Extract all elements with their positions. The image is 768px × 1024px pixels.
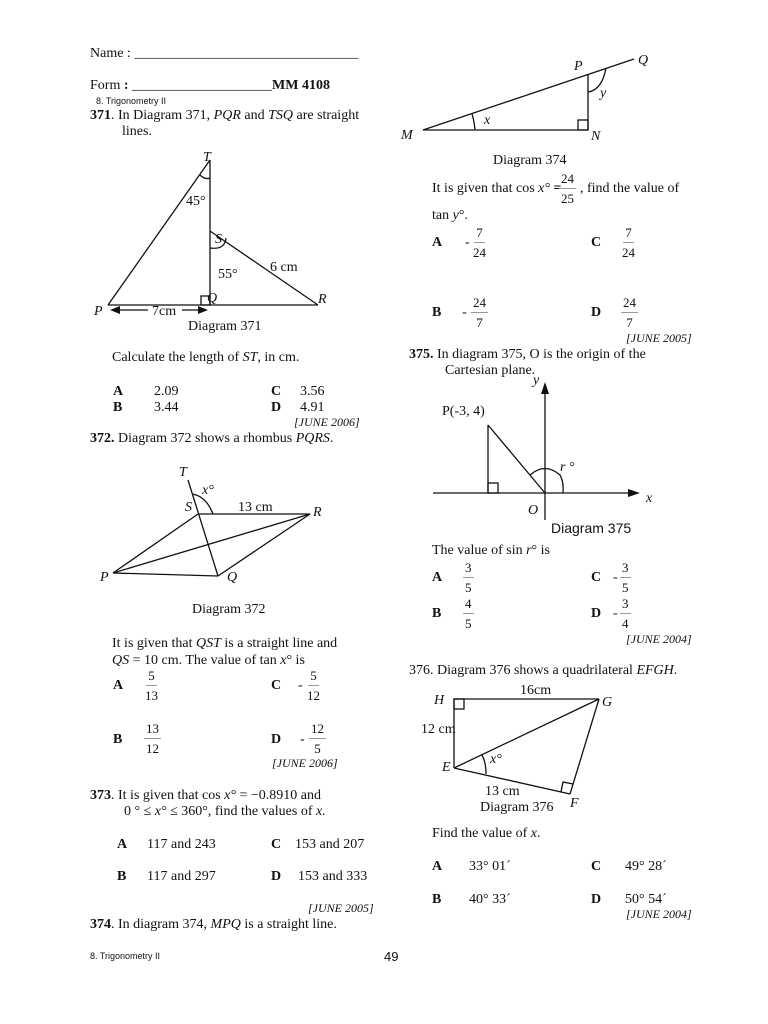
option-fraction: $\frac{5}{13}$ — [145, 668, 158, 703]
angle-x: x° — [490, 752, 502, 767]
q373-stem: 373. It is given that cos x° = −0.8910 and — [90, 788, 321, 803]
option-letter[interactable]: D — [271, 869, 282, 884]
caption-376: Diagram 376 — [480, 800, 554, 815]
option-sign: - — [613, 570, 618, 585]
length-16cm: 16cm — [520, 683, 552, 698]
option-letter[interactable]: A — [432, 570, 443, 585]
q373-stem-line2: 0 ° ≤ x° ≤ 360°, find the values of x. — [124, 804, 326, 819]
angle-45: 45° — [186, 194, 206, 209]
option-sign: - — [613, 606, 618, 621]
q371-question: Calculate the length of ST, in cm. — [112, 350, 300, 365]
option-letter[interactable]: C — [271, 837, 282, 852]
option-letter[interactable]: B — [432, 892, 442, 907]
q376-source: [JUNE 2004] — [626, 907, 692, 921]
option-fraction: $\frac{3}{4}$ — [622, 596, 629, 631]
form-field-label: Form : ____________________MM 4108 — [90, 78, 330, 93]
option-letter[interactable]: A — [113, 384, 124, 399]
q373-source: [JUNE 2005] — [308, 901, 374, 915]
given-fraction: $\frac{24}{25}$ — [561, 171, 574, 206]
option-letter[interactable]: B — [432, 606, 442, 621]
caption-374: Diagram 374 — [493, 153, 567, 168]
option-letter[interactable]: A — [432, 235, 443, 250]
caption-371: Diagram 371 — [188, 319, 262, 334]
option-letter[interactable]: D — [591, 892, 602, 907]
length-6cm: 6 cm — [270, 260, 298, 275]
q371-stem-line2: lines. — [122, 124, 152, 139]
option-letter[interactable]: C — [591, 235, 602, 250]
angle-x: x° — [202, 483, 214, 498]
option-value: 4.91 — [300, 400, 325, 415]
option-fraction: $\frac{7}{24}$ — [473, 225, 486, 260]
vertex-M: M — [401, 128, 413, 143]
option-fraction: $\frac{4}{5}$ — [465, 596, 472, 631]
q375-statement: The value of sin r° is — [432, 543, 550, 558]
option-letter[interactable]: B — [113, 732, 123, 747]
angle-r: r ° — [560, 460, 575, 475]
caption-375: Diagram 375 — [551, 520, 632, 536]
q372-statement-1: It is given that QST is a straight line and — [112, 636, 338, 651]
vertex-R: R — [313, 505, 322, 520]
option-sign: - — [465, 235, 470, 250]
length-7cm: 7cm — [152, 304, 177, 319]
q375-stem: 375. In diagram 375, O is the origin of the — [409, 347, 646, 362]
angle-y: y — [600, 86, 607, 101]
option-value: 2.09 — [154, 384, 179, 399]
vertex-E: E — [442, 760, 451, 775]
vertex-S: S — [185, 500, 192, 515]
vertex-H: H — [434, 693, 445, 708]
q374-stem: 374. In diagram 374, MPQ is a straight line. — [90, 917, 337, 932]
vertex-P: P — [100, 570, 109, 585]
option-letter[interactable]: B — [117, 869, 127, 884]
length-13cm: 13 cm — [485, 784, 520, 799]
vertex-R: R — [318, 292, 327, 307]
point-P: P(-3, 4) — [442, 404, 485, 419]
vertex-T: T — [203, 150, 211, 165]
option-value: 153 and 333 — [298, 869, 368, 884]
option-fraction: $\frac{13}{12}$ — [146, 721, 159, 756]
chapter-header: 8. Trigonometry II — [96, 96, 167, 106]
vertex-N: N — [591, 129, 601, 144]
axis-label-x: x — [646, 491, 653, 506]
option-value: 3.44 — [154, 400, 179, 415]
q375-stem-line2: Cartesian plane. — [445, 363, 536, 378]
option-fraction: $\frac{3}{5}$ — [465, 560, 472, 595]
q374-given-tail: , find the value of — [580, 181, 680, 196]
option-letter[interactable]: D — [271, 400, 282, 415]
q375-source: [JUNE 2004] — [626, 632, 692, 646]
option-letter[interactable]: A — [113, 678, 124, 693]
origin-O: O — [528, 503, 539, 518]
option-letter[interactable]: C — [271, 384, 282, 399]
option-value: 117 and 243 — [147, 837, 216, 852]
q372-statement-2: QS = 10 cm. The value of tan x° is — [112, 653, 305, 668]
option-fraction: $\frac{3}{5}$ — [622, 560, 629, 595]
option-sign: - — [298, 678, 303, 693]
vertex-S: S — [215, 232, 222, 247]
angle-x: x — [484, 113, 491, 128]
option-value: 33° 01´ — [469, 859, 511, 874]
option-value: 50° 54´ — [625, 892, 667, 907]
option-letter[interactable]: B — [432, 305, 442, 320]
name-field-label: Name : ________________________________ — [90, 46, 359, 61]
q372-source: [JUNE 2006] — [272, 756, 338, 770]
option-fraction: $\frac{7}{24}$ — [622, 225, 635, 260]
option-value: 3.56 — [300, 384, 325, 399]
option-letter[interactable]: D — [591, 305, 602, 320]
q376-question: Find the value of x. — [432, 826, 541, 841]
option-letter[interactable]: A — [432, 859, 443, 874]
q374-source: [JUNE 2005] — [626, 331, 692, 345]
option-value: 153 and 207 — [295, 837, 365, 852]
footer-chapter: 8. Trigonometry II — [90, 951, 161, 961]
option-value: 49° 28´ — [625, 859, 667, 874]
q376-stem: 376. Diagram 376 shows a quadrilateral EFGH. — [409, 663, 678, 678]
option-letter[interactable]: B — [113, 400, 123, 415]
length-13cm: 13 cm — [238, 500, 273, 515]
form-code: MM 4108 — [272, 78, 330, 93]
vertex-G: G — [602, 695, 613, 710]
option-letter[interactable]: A — [117, 837, 128, 852]
angle-55: 55° — [218, 267, 238, 282]
option-fraction: $\frac{24}{7}$ — [623, 295, 636, 330]
axis-label-y: y — [533, 373, 540, 388]
option-letter[interactable]: D — [591, 606, 602, 621]
option-sign: - — [300, 732, 305, 747]
option-letter[interactable]: C — [591, 859, 602, 874]
option-value: 40° 33´ — [469, 892, 511, 907]
vertex-Q: Q — [638, 53, 649, 68]
vertex-Q: Q — [227, 570, 238, 585]
vertex-Q: Q — [207, 291, 218, 306]
q374-tan-line: tan y°. — [432, 208, 468, 223]
option-value: 117 and 297 — [147, 869, 216, 884]
length-12cm: 12 cm — [421, 722, 456, 737]
option-letter[interactable]: C — [271, 678, 282, 693]
q371-stem: 371. In Diagram 371, PQR and TSQ are straight — [90, 108, 360, 123]
vertex-P: P — [574, 59, 583, 74]
caption-372: Diagram 372 — [192, 602, 266, 617]
option-letter[interactable]: D — [271, 732, 282, 747]
vertex-T: T — [179, 465, 187, 480]
option-sign: - — [462, 305, 467, 320]
option-fraction: $\frac{12}{5}$ — [311, 721, 324, 756]
option-fraction: $\frac{24}{7}$ — [473, 295, 486, 330]
option-fraction: $\frac{5}{12}$ — [307, 668, 320, 703]
option-letter[interactable]: C — [591, 570, 602, 585]
vertex-F: F — [570, 796, 579, 811]
q374-given: It is given that cos x° = — [432, 181, 562, 196]
q371-source: [JUNE 2006] — [294, 415, 360, 429]
vertex-P: P — [94, 304, 103, 319]
q372-stem: 372. Diagram 372 shows a rhombus PQRS. — [90, 431, 334, 446]
page-number: 49 — [384, 949, 399, 964]
